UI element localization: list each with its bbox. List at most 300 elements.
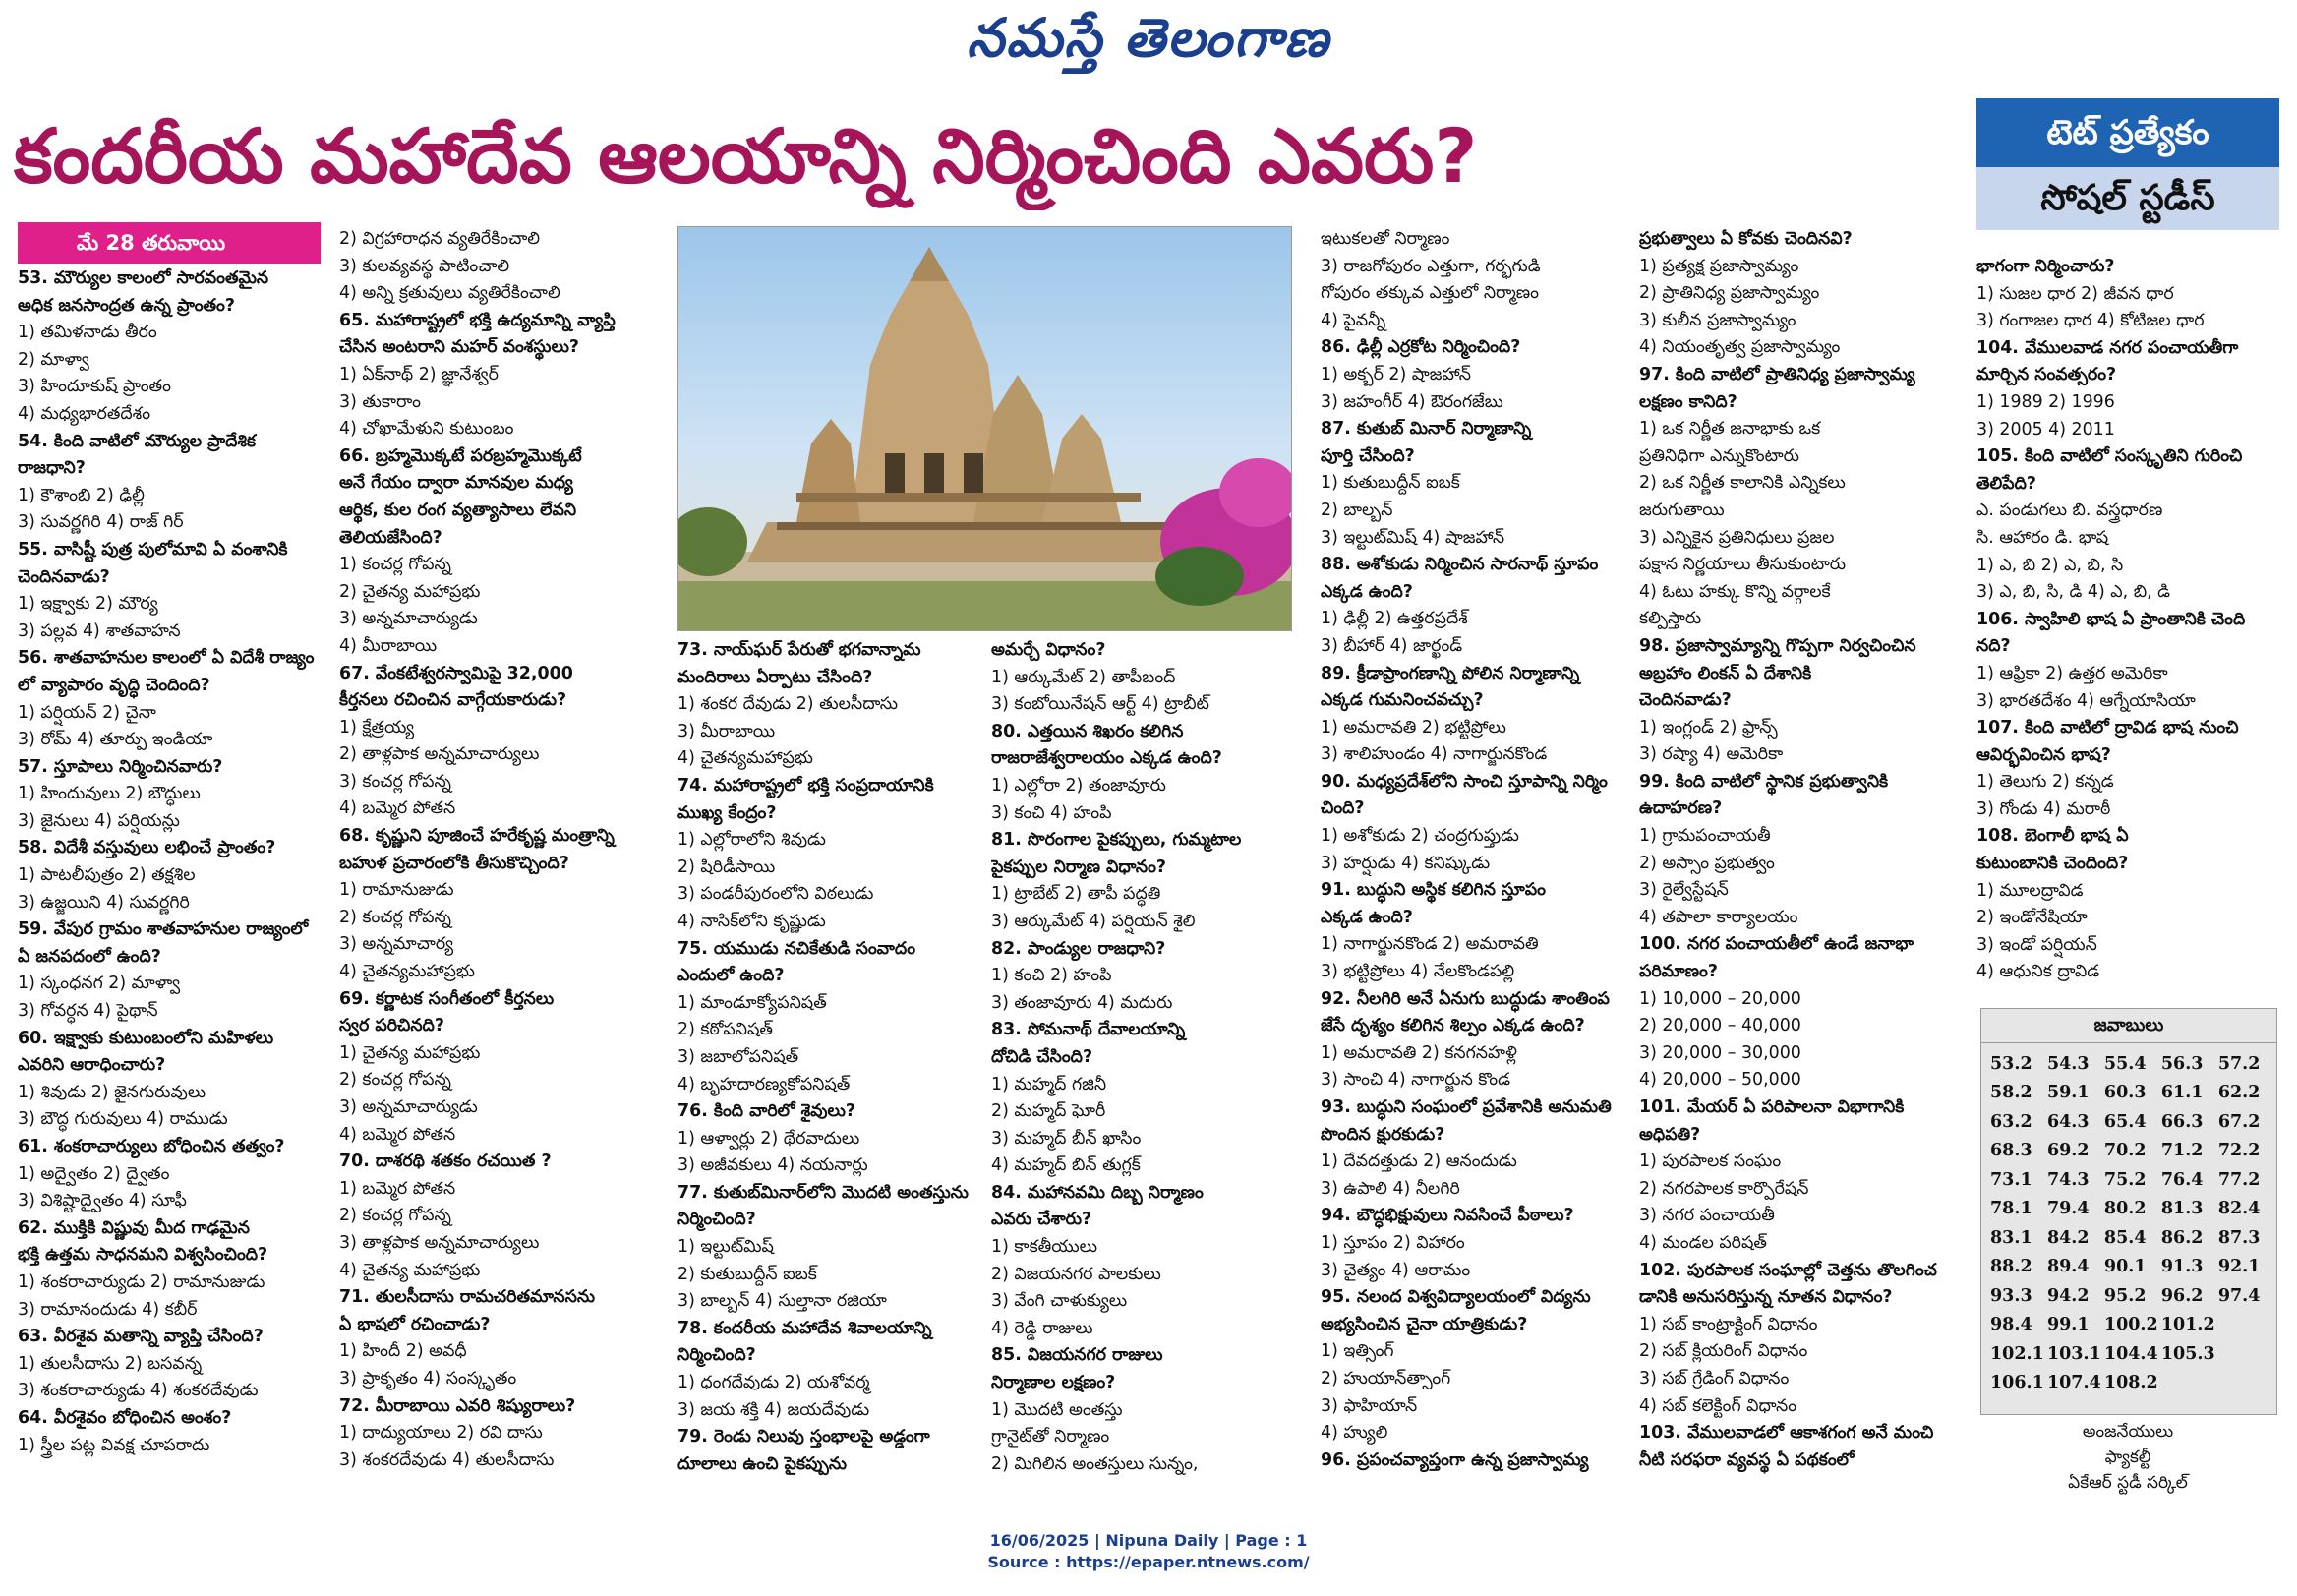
answer-cell: 87.3 <box>2217 1227 2261 1248</box>
answer-cell: 80.2 <box>2103 1199 2147 1219</box>
option-text: 1) కంచి 2) హంపి <box>991 966 1112 986</box>
answer-cell: 66.3 <box>2160 1111 2204 1132</box>
answer-cell: 107.4 <box>2046 1373 2101 1393</box>
question-text: ఎవరు చేశారు? <box>991 1210 1092 1230</box>
option-text: 1) అమరావతి 2) కనగనహళ్లి <box>1321 1042 1517 1063</box>
option-text: 2) బాల్బన్ <box>1321 500 1393 520</box>
answer-cell: 92.1 <box>2217 1257 2261 1277</box>
question-text: 62. ముక్తికి విష్ణువు మీద గాఢమైన <box>18 1217 250 1238</box>
answer-cell: 106.1 <box>1990 1373 2044 1393</box>
option-text: 1) సబ్ కాంట్రాక్టింగ్ విధానం <box>1639 1314 1818 1334</box>
question-text: 77. కుతుబ్‌మినార్‌లోని మొదటి అంతస్తును <box>677 1182 969 1203</box>
option-text: సి. ఆహారం డి. భాష <box>1976 527 2109 548</box>
author-role: ఫ్యాకల్టీ <box>2104 1448 2151 1467</box>
continuation-tag: మే 28 తరువాయి <box>18 222 321 264</box>
question-text: రాజరాజేశ్వరాలయం ఎక్కడ ఉంది? <box>991 748 1222 769</box>
question-text: 100. నగర పంచాయతీలో ఉండే జనాభా <box>1639 934 1914 955</box>
option-text: 4) మహ్మద్ బిన్ తుగ్లక్ <box>991 1155 1141 1176</box>
answer-cell: 72.2 <box>2217 1141 2261 1161</box>
question-text: 98. ప్రజాస్వామ్యాన్ని గొప్పగా నిర్వచించిన <box>1639 635 1916 656</box>
question-text: 80. ఎత్తయిన శిఖరం కలిగిన <box>991 721 1184 741</box>
option-text: 1) స్కంధనగ 2) మాళ్వా <box>18 974 181 994</box>
question-text: భక్తి ఉత్తమ సాధనమని విశ్వసించింది? <box>18 1245 268 1266</box>
option-text: 3) ఎన్నికైన ప్రతినిధులు ప్రజల <box>1639 527 1835 548</box>
answer-cell <box>2160 1369 2217 1398</box>
question-text: 96. ప్రపంచవ్యాప్తంగా ఉన్న ప్రజాస్వామ్య <box>1321 1449 1589 1470</box>
question-text: 84. మహానవమి దిబ్బ నిర్మాణం <box>991 1182 1204 1203</box>
question-column-4 <box>991 637 1291 1493</box>
answer-cell: 100.2 <box>2103 1315 2158 1335</box>
option-text: 1) కుతుబుద్దీన్ ఐబక్ <box>1321 473 1460 494</box>
answer-cell: 63.2 <box>1990 1111 2032 1132</box>
question-text: అబ్రహాం లింకన్ ఏ దేశానికి <box>1639 663 1812 683</box>
question-text: 74. మహారాష్ట్రలో భక్తి సంప్రదాయానికి <box>677 775 934 796</box>
question-text: ఎక్కడ ఉంది? <box>1321 907 1413 927</box>
option-text: 3) కంచి 4) హంపి <box>991 802 1112 823</box>
option-text: 3) నగర పంచాయతీ <box>1639 1206 1775 1226</box>
option-text: 1) తులసీదాసు 2) బసవన్న <box>18 1353 203 1374</box>
answer-cell: 64.3 <box>2046 1111 2090 1132</box>
answer-cell: 70.2 <box>2103 1141 2147 1161</box>
author-name: అంజనేయులు <box>2082 1422 2174 1442</box>
option-text: 1) మాండూక్యోపనిషత్ <box>677 992 827 1013</box>
option-text: 3) బాల్బన్ 4) సుల్తానా రజియా <box>677 1291 887 1312</box>
option-text: 4) రెడ్డి రాజులు <box>991 1318 1093 1338</box>
option-text: 1) ఎ, బి 2) ఎ, బి, సి <box>1976 555 2124 575</box>
question-text: 82. పాండ్యుల రాజధాని? <box>991 938 1166 959</box>
option-text: 3) ప్రాకృతం 4) సంస్కృతం <box>339 1368 517 1389</box>
option-text: 4) నియంతృత్వ ప్రజాస్వామ్యం <box>1639 337 1841 358</box>
question-column-5 <box>1321 226 1637 1495</box>
question-text: 81. సొరంగాల పైకప్పులు, గుమ్మటాల <box>991 830 1242 851</box>
option-text: 2) షిరిడీసాయి <box>677 857 776 877</box>
answer-cell: 74.3 <box>2046 1169 2090 1190</box>
question-text: 90. మధ్యప్రదేశ్‌లోని సాంచి స్తూపాన్ని నిర్మిం <box>1321 771 1608 792</box>
answer-cell: 102.1 <box>1990 1343 2044 1364</box>
option-text: 1) ఇల్టుట్‌మిష్ <box>677 1237 774 1258</box>
option-text: 3) మీరాబాయి <box>677 721 776 741</box>
option-text: 1) హిందువులు 2) బౌద్ధులు <box>18 784 201 804</box>
answer-cell: 55.4 <box>2103 1053 2147 1074</box>
question-text: 61. శంకరాచార్యులు బోధించిన తత్వం? <box>18 1137 285 1156</box>
question-column-6 <box>1639 226 1969 1495</box>
option-text: 4) ఆధునిక ద్రావిడ <box>1976 962 2100 982</box>
question-text: ఆవిర్భవించిన భాష? <box>1976 744 2111 765</box>
question-text: ముఖ్య కేంద్రం? <box>677 802 777 823</box>
option-text: 1) 10,000 – 20,000 <box>1639 988 1801 1009</box>
option-text: 2) కంచర్ల గోపన్న <box>339 1070 451 1091</box>
question-text: 83. సోమనాథ్ దేవాలయాన్ని <box>991 1020 1186 1040</box>
option-text: 1) అక్బర్ 2) షాజహాన్ <box>1321 364 1471 384</box>
option-text: 2) నగరపాలక కార్పొరేషన్ <box>1639 1178 1809 1199</box>
question-text: 60. ఇక్ష్వాకు కుటుంబంలోని మహిళలు <box>18 1028 274 1048</box>
question-text: 79. రెండు నిలువు స్తంభాలపై అడ్డంగా <box>677 1427 930 1448</box>
option-text: 1) కౌశాంబి 2) ఢిల్లీ <box>18 485 145 505</box>
question-text: 91. బుద్ధుని అస్థిక కలిగిన స్తూపం <box>1321 880 1546 901</box>
answer-cell: 77.2 <box>2217 1169 2261 1190</box>
question-text: 54. కింది వాటిలో మౌర్యుల ప్రాదేశిక <box>18 431 257 451</box>
question-text: 107. కింది వాటిలో ద్రావిడ భాష నుంచి <box>1976 718 2239 739</box>
option-text: 2) మాళ్వా <box>18 349 89 370</box>
option-text: 3) జైనులు 4) పర్షియన్లు <box>18 810 180 831</box>
answer-cell: 91.3 <box>2160 1257 2204 1277</box>
answer-cell: 82.4 <box>2217 1199 2261 1219</box>
option-text: 3) భట్టిప్రోలు 4) నేలకొండపల్లి <box>1321 962 1515 982</box>
answer-row <box>1989 1311 2268 1340</box>
answer-cell: 103.1 <box>2046 1343 2101 1364</box>
answer-key-table <box>1989 1049 2268 1397</box>
answer-row <box>1989 1253 2268 1282</box>
question-text: నది? <box>1976 636 2011 657</box>
question-text: మార్చిన సంవత్సరం? <box>1976 365 2117 385</box>
option-text: 4) మండల పరిషత్ <box>1639 1232 1767 1253</box>
question-column-3 <box>677 637 982 1493</box>
answer-row <box>1989 1281 2268 1311</box>
option-text: 3) గోవర్ధన 4) పైథాన్ <box>18 1001 158 1022</box>
option-text: 1) స్తూపం 2) విహారం <box>1321 1232 1465 1253</box>
option-text: 2) 20,000 – 40,000 <box>1639 1016 1801 1036</box>
option-text: 2) కఠోపనిషత్ <box>677 1020 773 1040</box>
option-text: 3) పల్లవ 4) శాతవాహన <box>18 621 181 641</box>
question-text: 69. కర్ణాటక సంగీతంలో కీర్తనలు <box>339 988 555 1009</box>
option-text: 1) చైతన్య మహాప్రభు <box>339 1042 481 1063</box>
answer-cell: 96.2 <box>2160 1285 2204 1306</box>
question-text: 73. నాయ్‌ఘర్ పేరుతో భగవాన్నామ <box>677 640 921 660</box>
option-text: 1) ఎల్లోరాలోని శివుడు <box>677 830 826 851</box>
question-text: 75. యముడు నచికేతుడి సంవాదం <box>677 938 916 959</box>
question-text: నీటి సరఫరా వ్యవస్థ ఏ పథకంలో <box>1639 1449 1855 1470</box>
option-text: 1) మహ్మద్ గజినీ <box>991 1074 1107 1094</box>
option-text: 3) అన్నమాచార్యుడు <box>339 1097 478 1117</box>
question-text: 65. మహారాష్ట్రలో భక్తి ఉద్యమాన్ని వ్యాప్తి <box>339 310 616 330</box>
option-text: ప్రతినిధిగా ఎన్నుకొంటారు <box>1639 445 1799 466</box>
question-text: 64. వీరశైవం బోధించిన అంశం? <box>18 1407 232 1428</box>
answer-row <box>1989 1165 2268 1195</box>
newspaper-masthead: నమస్తే తెలంగాణ <box>967 6 1330 69</box>
question-text: 99. కింది వాటిలో స్థానిక ప్రభుత్వానికి <box>1639 771 1889 792</box>
option-text: 3) కంబోయినేషన్ ఆర్ట్ 4) ట్రాబీట్ <box>991 694 1209 715</box>
option-text: 3) రామానందుడు 4) కబీర్ <box>18 1299 198 1320</box>
question-text: మందిరాలు ఏర్పాటు చేసింది? <box>677 667 873 687</box>
option-text: 3) జహంగీర్ 4) ఔరంగజేబు <box>1321 391 1503 412</box>
question-text: ఎక్కడ గుమనించవచ్చు? <box>1321 690 1484 711</box>
answer-cell: 104.4 <box>2103 1343 2158 1364</box>
option-text: 2) కంచర్ల గోపన్న <box>339 907 451 927</box>
question-text: చింది? <box>1321 798 1365 819</box>
option-text: 3) ఇండో పర్షియన్ <box>1976 934 2097 955</box>
option-text: 3) హిందూకుష్ ప్రాంతం <box>18 377 171 397</box>
option-text: 4) పైవన్నీ <box>1321 310 1386 330</box>
question-text: తెలిపేది? <box>1976 473 2037 494</box>
answer-row <box>1989 1339 2268 1369</box>
answer-cell: 108.2 <box>2103 1373 2158 1393</box>
option-text: 4) 20,000 – 50,000 <box>1639 1070 1801 1091</box>
option-text: 3) సాంచి 4) నాగార్జున కొండ <box>1321 1070 1510 1091</box>
option-text: 4) తపాలా కార్యాలయం <box>1639 907 1798 927</box>
option-text: 1) అద్వైతం 2) ద్వైతం <box>18 1163 170 1184</box>
question-text: 53. మౌర్యుల కాలంలో సారవంతమైన <box>18 268 269 288</box>
answer-row <box>1989 1369 2268 1398</box>
question-text: దూలాలు ఉంచి పైకప్పును <box>677 1453 848 1474</box>
option-text: 1) ఆర్కుమేట్ 2) తాపీబంద్ <box>991 667 1176 687</box>
question-text: నిర్మించింది? <box>677 1210 756 1230</box>
temple-photo <box>677 226 1292 631</box>
option-text: 3) ఆర్కుమేట్ 4) పర్షియన్ శైలి <box>991 911 1196 931</box>
option-text: 3) గంగాజల ధార 4) కోటిజల ధార <box>1976 311 2205 331</box>
answer-cell: 57.2 <box>2217 1053 2261 1074</box>
answer-cell: 79.4 <box>2046 1199 2090 1219</box>
answer-cell: 99.1 <box>2046 1315 2090 1335</box>
question-text: 59. వేపుర గ్రామం శాతవాహనుల రాజ్యంలో <box>18 919 309 940</box>
answer-cell: 58.2 <box>1990 1083 2032 1103</box>
question-text: 105. కింది వాటిలో సంస్కృతిని గురించి <box>1976 446 2243 467</box>
answer-key <box>1980 1008 2277 1415</box>
option-text: 2) కుతుబుద్దీన్ ఐబక్ <box>677 1264 817 1284</box>
option-text: 3) తుకారాం <box>339 391 421 412</box>
answer-row <box>1989 1195 2268 1224</box>
option-text: 2) ప్రాతినిధ్య ప్రజాస్వామ్యం <box>1639 283 1820 304</box>
question-text: 72. మీరాబాయి ఎవరి శిష్యురాలు? <box>339 1395 576 1416</box>
answer-cell: 101.2 <box>2160 1315 2215 1335</box>
option-text: 1) ట్రాబేట్ 2) తాపీ పద్ధతి <box>991 884 1161 905</box>
question-column-2 <box>339 226 669 1490</box>
question-text: దోచిడి చేసింది? <box>991 1046 1093 1067</box>
article-headline: కందరీయ మహాదేవ ఆలయాన్ని నిర్మించింది ఎవరు? <box>14 112 1478 200</box>
option-text: 4) మీరాబాయి <box>339 635 438 656</box>
question-column-1 <box>18 266 332 1490</box>
option-text: 1) ధంగదేవుడు 2) యశోవర్మ <box>677 1373 870 1393</box>
answer-cell: 62.2 <box>2217 1083 2261 1103</box>
option-text: 4) బమ్మెర పోతన <box>339 1124 456 1145</box>
option-text: 3) శంకరాచార్యుడు 4) శంకరదేవుడు <box>18 1381 259 1401</box>
option-text: గ్రానైట్‌తో నిర్మాణం <box>991 1427 1110 1448</box>
option-text: ఎ. పండుగలు బి. వస్త్రధారణ <box>1976 501 2163 521</box>
question-text: 66. బ్రహ్మమొక్కటే పరబ్రహ్మమొక్కటే <box>339 445 582 466</box>
option-text: 3) 2005 4) 2011 <box>1976 419 2115 440</box>
answer-cell: 65.4 <box>2103 1111 2147 1132</box>
option-text: 3) భారతదేశం 4) ఆగ్నేయాసియా <box>1976 690 2196 711</box>
option-text: 4) మధ్యభారతదేశం <box>18 403 151 424</box>
option-text: 4) హ్యులి <box>1321 1423 1388 1444</box>
option-text: 2) తాళ్లపాక అన్నమాచార్యులు <box>339 744 540 765</box>
option-text: 1) మూలద్రావిడ <box>1976 880 2084 901</box>
option-text: 3) ఎ, బి, సి, డి 4) ఎ, బి, డి <box>1976 582 2171 603</box>
option-text: 4) అన్ని క్రతువులు వ్యతిరేకించాలి <box>339 283 560 304</box>
option-text: 2) ఒక నిర్ణీత కాలానికి ఎన్నికలు <box>1639 473 1846 494</box>
question-text: 95. నలంద విశ్వవిద్యాలయంలో విద్యను <box>1321 1287 1591 1308</box>
option-text: 3) మహ్మద్ బీన్ ఖాసిం <box>991 1128 1142 1149</box>
option-text: 1) శంకరాచార్యుడు 2) రామానుజుడు <box>18 1271 265 1292</box>
question-text: అమర్చే విధానం? <box>991 640 1106 660</box>
option-text: 2) మహ్మద్ ఘోరీ <box>991 1101 1106 1122</box>
question-text: 70. దాశరథి శతకం రచయిత ? <box>339 1152 552 1172</box>
option-text: 3) బౌద్ధ గురువులు 4) రాముడు <box>18 1109 228 1130</box>
option-text: 1) గ్రామపంచాయతీ <box>1639 826 1771 847</box>
option-text: 3) కంచర్ల గోపన్న <box>339 771 451 792</box>
option-text: 2) ఇండోనేషియా <box>1976 908 2088 928</box>
question-text: లక్షణం కానిది? <box>1639 391 1737 412</box>
question-text: ఆర్థిక, కుల రంగ వ్యత్యాసాలు లేవని <box>339 500 577 520</box>
temple-illustration <box>678 227 1291 630</box>
section-badge-subject: సోషల్ స్టడీస్ <box>1976 167 2279 230</box>
question-text: 88. అశోకుడు నిర్మించిన సారనాథ్ స్తూపం <box>1321 555 1599 575</box>
option-text: 4) చోఖామేళుని కుటుంబం <box>339 419 514 440</box>
option-text: పక్షాన నిర్ణయాలు తీసుకుంటారు <box>1639 555 1847 575</box>
question-text: రాజధాని? <box>18 458 86 479</box>
option-text: 4) బమ్మెర పోతన <box>339 798 456 819</box>
option-text: 1) హిందీ 2) అవధీ <box>339 1341 467 1362</box>
author-institute: ఏకేఆర్ స్టడీ సర్కిల్ <box>2068 1473 2188 1493</box>
question-text: లో వ్యాపారం వృద్ధి చెందింది? <box>18 675 210 695</box>
question-column-7 <box>1976 254 2283 1001</box>
question-text: 92. నీలగిరి అనే ఏనుగు బుద్ధుడు శాంతింప <box>1321 988 1610 1009</box>
option-text: 4) చైతన్యమహాప్రభు <box>339 962 475 982</box>
answer-cell <box>2217 1311 2268 1340</box>
section-badge <box>1976 98 2279 230</box>
answer-cell: 86.2 <box>2160 1227 2204 1248</box>
question-text: ఏ జనపదంలో ఉంది? <box>18 946 161 967</box>
answer-cell: 56.3 <box>2160 1053 2204 1074</box>
answer-cell: 90.1 <box>2103 1257 2147 1277</box>
question-text: 71. తులసీదాసు రామచరితమానసను <box>339 1287 596 1308</box>
option-text: 1) కంచర్ల గోపన్న <box>339 555 451 575</box>
option-text: 3) రష్యా 4) అమెరికా <box>1639 744 1784 765</box>
question-text: 55. వాసిష్టీ పుత్ర పులోమావి ఏ వంశానికి <box>18 539 288 560</box>
question-text: అధిపతి? <box>1639 1124 1701 1145</box>
answer-row <box>1989 1049 2268 1079</box>
question-text: చెందినవాడు? <box>1639 690 1732 711</box>
answer-cell: 67.2 <box>2217 1111 2261 1132</box>
option-text: 3) అన్నమాచార్య <box>339 934 454 955</box>
question-text: కీర్తనలు రచించిన వాగ్గేయకారుడు? <box>339 690 567 711</box>
answer-cell: 84.2 <box>2046 1227 2090 1248</box>
option-text: 1) శివుడు 2) జైనగురువులు <box>18 1082 206 1102</box>
option-text: 3) చైత్యం 4) ఆరామం <box>1321 1260 1471 1280</box>
option-text: 4) చైతన్యమహాప్రభు <box>677 748 813 769</box>
question-text: 101. మేయర్ ఏ పరిపాలనా విభాగానికి <box>1639 1097 1905 1117</box>
question-text: నిర్మాణాల లక్షణం? <box>991 1373 1116 1393</box>
question-text: 56. శాతవాహనుల కాలంలో ఏ విదేశీ రాజ్యం <box>18 648 315 669</box>
option-text: 3) బీహార్ 4) జార్ఖండ్ <box>1321 635 1463 656</box>
option-text: 4) ఓటు హక్కు కొన్ని వర్గాలకే <box>1639 581 1831 602</box>
option-text: 1) 1989 2) 1996 <box>1976 391 2115 412</box>
answer-cell: 54.3 <box>2046 1053 2090 1074</box>
question-text: డానికి అనుసరిస్తున్న నూతన విధానం? <box>1639 1287 1893 1308</box>
question-text: చేసిన అంటరాని మహర్ వంశస్థులు? <box>339 337 580 358</box>
option-text: 3) పండరీపురంలోని విఠలుడు <box>677 884 874 905</box>
question-text: 93. బుద్ధుని సంఘంలో ప్రవేశానికి అనుమతి <box>1321 1097 1612 1117</box>
question-text: 58. విదేశీ వస్తువులు లభించే ప్రాంతం? <box>18 838 276 858</box>
page-footer <box>0 1530 2297 1573</box>
option-text: 1) అశోకుడు 2) చంద్రగుప్తుడు <box>1321 826 1519 847</box>
question-text: 102. పురపాలక సంఘాల్లో చెత్తను తొలగించ <box>1639 1260 1937 1280</box>
option-text: 4) చైతన్య మహాప్రభు <box>339 1260 481 1280</box>
option-text: 1) సుజల ధార 2) జీవన ధార <box>1976 283 2174 304</box>
option-text: 1) కాకతీయులు <box>991 1237 1097 1258</box>
option-text: 1) అమరావతి 2) భట్టిప్రోలు <box>1321 717 1506 738</box>
section-badge-top: టెట్ ప్రత్యేకం <box>1976 98 2279 167</box>
answer-cell: 75.2 <box>2103 1169 2147 1190</box>
answer-cell: 83.1 <box>1990 1227 2032 1248</box>
option-text: 3) రైల్వేస్టేషన్ <box>1639 880 1729 901</box>
question-text: పైకప్పుల నిర్మాణ విధానం? <box>991 857 1167 877</box>
option-text: 1) ఇంగ్లండ్ 2) ఫ్రాన్స్ <box>1639 717 1778 738</box>
option-text: 3) హర్షుడు 4) కనిష్కుడు <box>1321 853 1491 873</box>
question-text: 85. విజయనగర రాజులు <box>991 1345 1163 1366</box>
option-text: 3) శంకరదేవుడు 4) తులసీదాసు <box>339 1449 555 1470</box>
option-text: 1) తమిళనాడు తీరం <box>18 323 157 343</box>
answer-cell <box>2217 1339 2268 1369</box>
answer-cell: 81.3 <box>2160 1199 2204 1219</box>
option-text: 1) శంకర దేవుడు 2) తులసీదాసు <box>677 694 898 715</box>
option-text: 3) జయ శక్తి 4) జయదేవుడు <box>677 1399 870 1420</box>
answer-cell <box>2217 1369 2268 1398</box>
option-text: 1) పాటలీపుత్రం 2) తక్షశిల <box>18 865 196 886</box>
option-text: 3) కులవ్యవస్థ పాటించాలి <box>339 256 510 276</box>
question-text: ఎవరిని ఆరాధించారు? <box>18 1055 166 1076</box>
option-text: 1) స్త్రీల పట్ల వివక్ష చూపరాదు <box>18 1435 210 1455</box>
question-text: ప్రభుత్వాలు ఏ కోవకు చెందినవి? <box>1639 229 1853 249</box>
question-text: జేసే దృశ్యం కలిగిన శిల్పం ఎక్కడ ఉంది? <box>1321 1016 1585 1036</box>
question-text: 103. వేములవాడలో ఆకాశగంగ అనే మంచి <box>1639 1423 1934 1444</box>
option-text: 1) ప్రత్యక్ష ప్రజాస్వామ్యం <box>1639 256 1799 276</box>
option-text: 3) ఇల్టుట్‌మిష్ 4) షాజహాన్ <box>1321 527 1505 548</box>
option-text: 2) అస్సాం ప్రభుత్వం <box>1639 853 1775 873</box>
option-text: 3) సబ్ గ్రేడింగ్ విధానం <box>1639 1368 1790 1389</box>
option-text: 3) శాలిహుండం 4) నాగార్జునకొండ <box>1321 744 1548 765</box>
question-text: నిర్మించింది? <box>677 1345 756 1366</box>
option-text: 2) కంచర్ల గోపన్న <box>339 1206 451 1226</box>
option-text: కల్పిస్తారు <box>1639 609 1702 629</box>
question-text: భాగంగా నిర్మించారు? <box>1976 257 2115 276</box>
question-text: పరిమాణం? <box>1639 962 1718 982</box>
footer-source-link[interactable]: Source : https://epaper.ntnews.com/ <box>987 1553 1310 1571</box>
answer-cell: 89.4 <box>2046 1257 2090 1277</box>
answer-cell: 105.3 <box>2160 1343 2215 1364</box>
option-text: 1) క్షేత్రయ్య <box>339 717 415 738</box>
question-text: 106. స్వాహిలి భాష ఏ ప్రాంతానికి చెంది <box>1976 609 2246 629</box>
option-text: 1) మొదటి అంతస్తు <box>991 1399 1123 1420</box>
option-text: 3) విశిష్టాద్వైతం 4) సూఫీ <box>18 1191 187 1212</box>
question-text: 108. బెంగాలీ భాష ఏ <box>1976 826 2129 847</box>
option-text: 1) నాగార్జునకొండ 2) అమరావతి <box>1321 934 1539 955</box>
option-text: 3) ఉపాలి 4) నీలగిరి <box>1321 1178 1460 1199</box>
option-text: 3) 20,000 – 30,000 <box>1639 1042 1801 1063</box>
option-text: 3) అన్నమాచార్యుడు <box>339 609 478 629</box>
question-text: 68. కృష్ణుని పూజించే హరేకృష్ణ మంత్రాన్ని <box>339 826 615 847</box>
question-text: అభ్యసించిన చైనా యాత్రికుడు? <box>1321 1314 1528 1334</box>
option-text: 1) ఢిల్లీ 2) ఉత్తరప్రదేశ్ <box>1321 609 1468 629</box>
option-text: 3) ఫాహియాన్ <box>1321 1395 1418 1416</box>
option-text: 2) హుయాన్‌త్సాంగ్ <box>1321 1368 1451 1389</box>
answer-row <box>1989 1079 2268 1108</box>
option-text: 2) విగ్రహారాధన వ్యతిరేకించాలి <box>339 229 541 249</box>
question-text: 76. కింది వారిలో శైవులు? <box>677 1101 855 1122</box>
option-text: 1) రామానుజుడు <box>339 880 454 901</box>
question-text: 67. వేంకటేశ్వరస్వామిపై 32,000 <box>339 663 573 683</box>
answer-cell: 68.3 <box>1990 1141 2032 1161</box>
question-text: 57. స్తూపాలు నిర్మించినవారు? <box>18 756 223 777</box>
question-text: అధిక జనసాంద్రత ఉన్న ప్రాంతం? <box>18 295 235 316</box>
answer-cell: 61.1 <box>2160 1083 2204 1103</box>
option-text: 3) తంజావూరు 4) మదురు <box>991 992 1173 1013</box>
option-text: 3) ఉజ్జయిని 4) సువర్ణగిరి <box>18 892 190 913</box>
option-text: 1) ఒక నిర్ణీత జనాభాకు ఒక <box>1639 419 1821 440</box>
question-text: ఉదాహరణ? <box>1639 798 1723 819</box>
question-text: 94. బౌద్ధభిక్షువులు నివసించే పీఠాలు? <box>1321 1206 1574 1226</box>
answer-key-heading: జవాబులు <box>1981 1009 2276 1043</box>
question-text: 63. వీరశైవ మతాన్ని వ్యాప్తి చేసింది? <box>18 1327 264 1347</box>
